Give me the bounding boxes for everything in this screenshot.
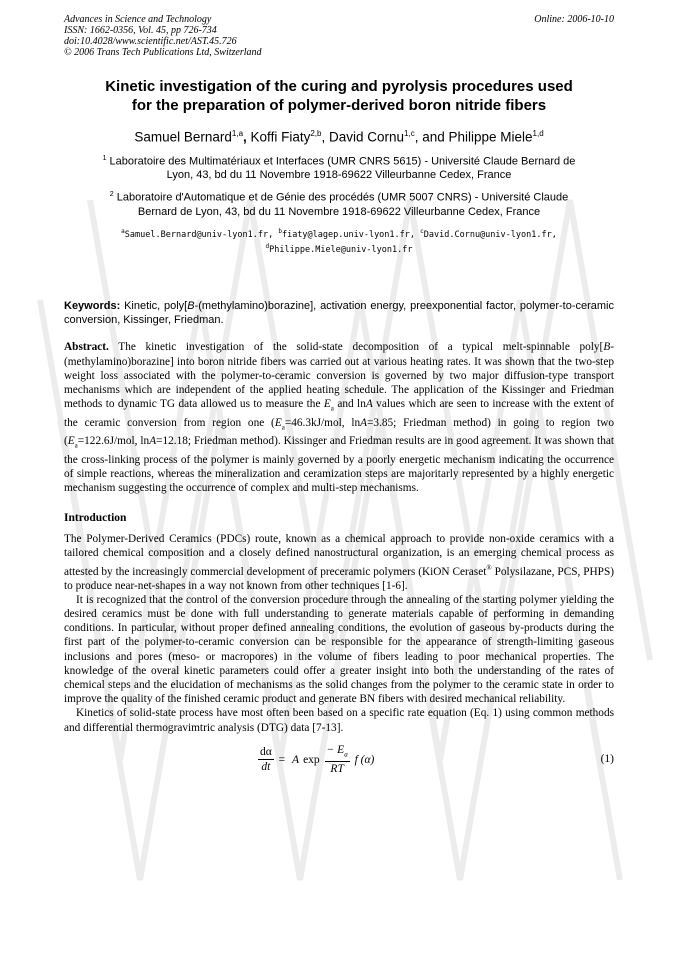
abstract-text: =122.6J/mol, ln [77, 435, 150, 448]
issn: ISSN: 1662-0356, Vol. 45, pp 726-734 [64, 25, 217, 36]
copyright: © 2006 Trans Tech Publications Ltd, Switzerland [64, 47, 262, 58]
fraction-lhs [258, 745, 274, 774]
journal-header [64, 14, 614, 58]
equation-body [258, 743, 376, 776]
abstract-text: =3.85; Friedman method) in going to region two ( [64, 416, 614, 448]
affiliation-line: Laboratoire d'Automatique et de Génie des procédés (UMR 5007 CNRS) - Université Claude [116, 191, 569, 204]
abstract-italic: A [365, 398, 373, 411]
doi: doi:10.4028/www.scientific.net/AST.45.726 [64, 36, 237, 47]
paragraph: Kinetics of solid-state process have most often been based on a specific rate equation (Eq. 1) using common methods and differential thermogravimtric analysis (DTG) data [7-13]. [64, 707, 614, 734]
paragraph-text: The Polymer-Derived Ceramics (PDCs) route, known as a chemical approach to provide non-oxide ceramics with a tailored chemical composition and a closely defined nanostructural organization, is an emerging chemical process as attested by the increasingly commercial development of preceramic polymers (KiON Ceraset [64, 533, 614, 578]
rhs-numerator [325, 743, 350, 762]
keywords [64, 299, 614, 327]
keywords-italic: B [187, 300, 195, 313]
email-link[interactable]: Philippe.Miele@univ-lyon1.fr [269, 244, 413, 255]
affiliation-number: 1 [102, 154, 107, 162]
title-line-1: Kinetic investigation of the curing and pyrolysis procedures used [105, 78, 573, 95]
author-name: Philippe Miele [448, 129, 533, 145]
rhs-numerator-text: − E [326, 743, 345, 756]
abstract-sub: a [330, 404, 334, 413]
registered-mark: ® [486, 563, 492, 572]
abstract-label: Abstract. [64, 341, 109, 354]
affiliation-number: 2 [109, 191, 114, 199]
equation-number: (1) [600, 752, 614, 765]
f-alpha: f (α) [354, 753, 375, 766]
abstract-italic: B [603, 341, 611, 354]
author-emails [64, 226, 614, 256]
author-sup: 2,b [310, 129, 322, 138]
affiliation-1 [64, 152, 614, 183]
keywords-text: -(methylamino)borazine], activation energy, preexponential factor, polymer-to-ceramic conversion, Kissinger, Friedman. [64, 300, 614, 327]
author-separator: , [243, 129, 247, 145]
email-link[interactable]: David.Cornu@univ-lyon1.fr, [423, 229, 557, 240]
email-sup: b [278, 227, 282, 235]
author-sup: 1,d [532, 129, 544, 138]
abstract-text: and ln [333, 398, 366, 411]
paragraph-text: Polysilazane, PCS, PHPS) to produce near-net-shapes in a way not known from other techniques [1-6]. [64, 565, 615, 592]
author-name: Samuel Bernard [134, 129, 232, 145]
author-name: David Cornu [328, 129, 405, 145]
email-link[interactable]: Samuel.Bernard@univ-lyon1.fr, [124, 229, 274, 240]
abstract-sub: a [281, 422, 285, 431]
email-sup: a [121, 227, 125, 235]
exp-function: exp [303, 753, 320, 766]
author-list [64, 125, 614, 146]
author-sup: 1,a [231, 129, 244, 138]
abstract-text: -(methylamino)borazine] into boron nitride fibers was carried out at various heating rates. It was shown that the two-step weight loss associated with the polymer-to-ceramic conversion is governed by two major diffusion-type transport mechanisms which are independent of the applied heating schedule. The application of the Kissinger and Friedman methods to dynamic TG data allowed us to measure the [64, 341, 614, 411]
author-separator: , and [414, 129, 445, 145]
abstract-italic: E [323, 398, 331, 411]
fraction-rhs [325, 743, 350, 776]
equation-1 [64, 741, 614, 781]
abstract-text: =12.18; Friedman method). Kissinger and Friedman results are in good agreement. It was shown that the cross-linking process of the polymer is mainly governed by a poorly energetic mechanism indicating the occurrence of simple reactions, whereas the mineralization and ceramization steps are majoritarly represented by a highly energetic mechanism suggesting the occurrence of complex and multi-step mechanisms. [64, 435, 614, 495]
keywords-text: Kinetic, poly[ [120, 300, 188, 313]
preexponential-a: A [292, 753, 300, 766]
paragraph: It is recognized that the control of the conversion procedure through the annealing of the starting polymer yielding the desired ceramics must be done with full understanding to generate materials capable of performing in demanding conditions. In particular, without proper defined annealing conditions, the evolution of gaseous by-products during the first part of the polymer-to-ceramic conversion can be responsible for the appearance of strength-limiting gaseous inclusions and pores (meso- or macropores) in the volume of fibers leading to poor mechanical properties. The knowledge of the overal kinetic parameters could offer a greater insight into both the understanding of the rates of chemical steps and the elucidation of mechanisms as the solid changes from the polymer to the ceramic state in order to improve the quality of the finished ceramic product and generate BN fibers with desired mechanical reliability. [64, 593, 614, 706]
abstract [64, 340, 614, 495]
email-sup: d [265, 242, 270, 250]
abstract-text: The kinetic investigation of the solid-state decomposition of a typical melt-spinnable poly[ [108, 341, 604, 354]
affiliation-line: Bernard de Lyon, 43, bd du 11 Novembre 1918-69622 Villeurbanne Cedex, France [137, 205, 541, 218]
abstract-italic: A [360, 416, 368, 429]
title-line-2: for the preparation of polymer-derived boron nitride fibers [131, 97, 547, 114]
journal-name: Advances in Science and Technology [64, 14, 212, 25]
keywords-label: Keywords: [64, 300, 121, 313]
abstract-italic: E [67, 435, 75, 448]
rhs-denominator: RT [330, 763, 344, 776]
abstract-italic: A [149, 435, 157, 448]
affiliation-line: Laboratoire des Multimatériaux et Interfaces (UMR CNRS 5615) - Université Claude Bernard de [109, 155, 576, 168]
rhs-numerator-sub: a [344, 750, 348, 759]
online-date: Online: 2006-10-10 [534, 14, 614, 25]
introduction-body [64, 532, 614, 735]
affiliation-line: Lyon, 43, bd du 11 Novembre 1918-69622 Villeurbanne Cedex, France [166, 169, 512, 182]
author-separator: , [321, 129, 326, 145]
paragraph [64, 532, 614, 593]
abstract-sub: a [74, 441, 78, 450]
equals-sign: = [278, 753, 286, 766]
email-link[interactable]: fiaty@lagep.univ-lyon1.fr, [281, 229, 416, 240]
lhs-numerator: dα [260, 746, 272, 759]
section-heading-introduction: Introduction [64, 512, 127, 525]
author-sup: 1,c [404, 129, 415, 138]
abstract-text: values which are seen to increase with the extent of the ceramic conversion from region one ( [64, 398, 614, 429]
abstract-italic: E [274, 416, 282, 429]
affiliation-2 [64, 188, 614, 219]
author-name: Koffi Fiaty [250, 129, 311, 145]
paper-title [64, 77, 614, 115]
abstract-text: =46.3kJ/mol, ln [284, 416, 361, 429]
lhs-denominator: dt [261, 761, 271, 774]
email-sup: c [420, 227, 424, 235]
